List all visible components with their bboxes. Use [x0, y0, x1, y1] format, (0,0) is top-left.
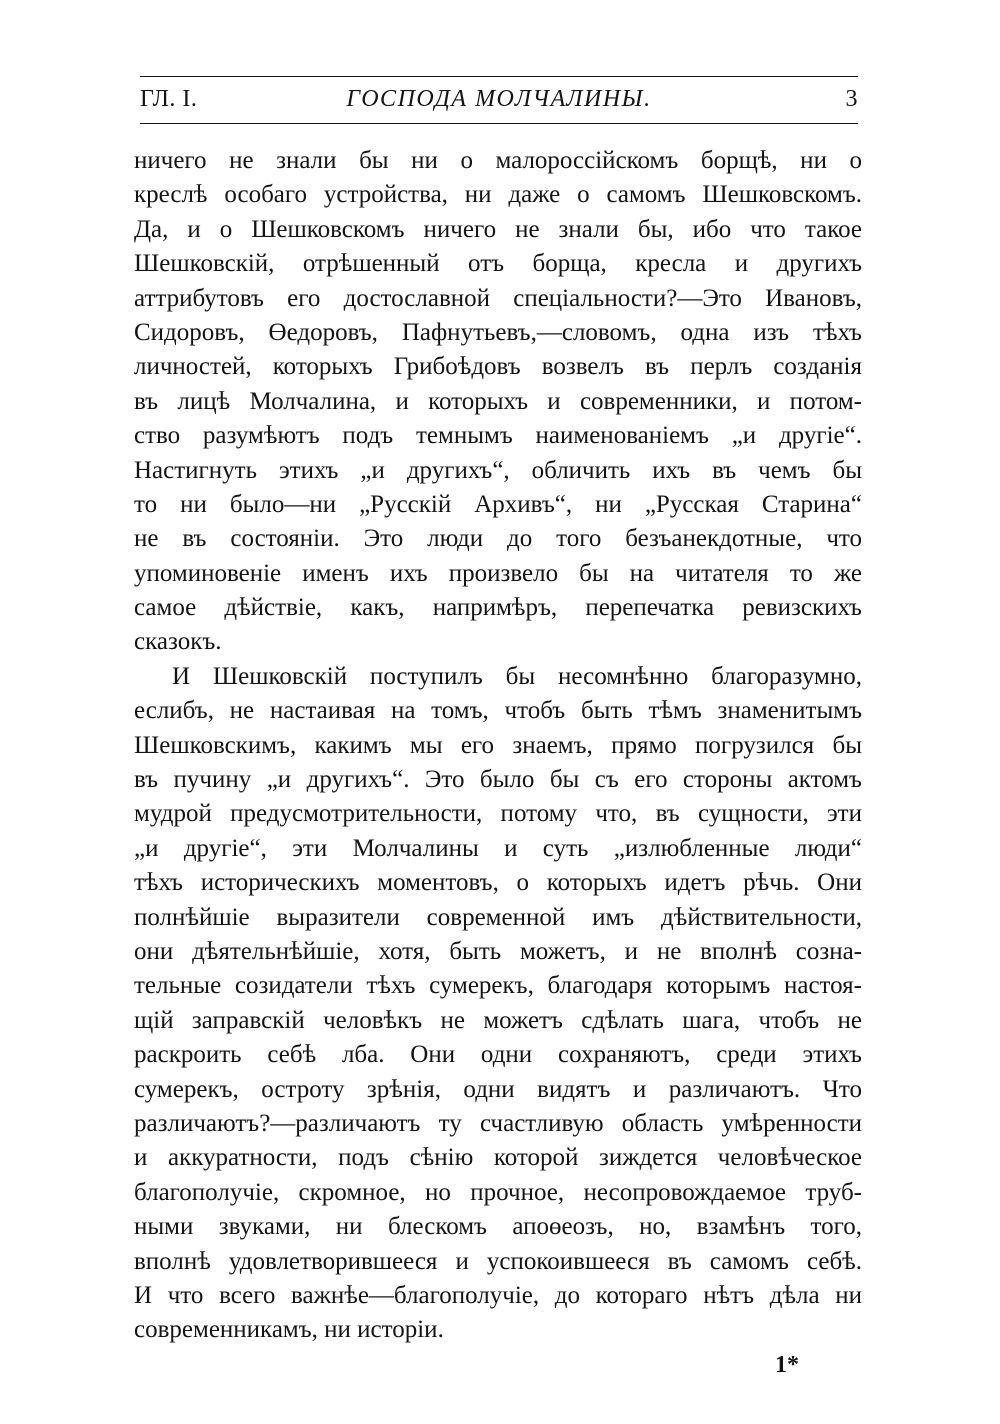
running-header	[140, 82, 858, 118]
text-line: раскроить себѣ лба. Они одни сохраняютъ, среди этихъ	[134, 1041, 862, 1069]
text-line: тельные созидатели тѣхъ сумерекъ, благодаря которымъ настоя-	[134, 972, 862, 1000]
page-number: 3	[845, 86, 858, 112]
text-line: и аккуратности, подъ сѣнію которой зиждется человѣческое	[134, 1144, 862, 1172]
text-line: ство разумѣютъ подъ темнымъ наименованіемъ „и другіе“.	[134, 422, 862, 450]
paragraph-2	[134, 660, 862, 1348]
running-title: ГОСПОДА МОЛЧАЛИНЫ.	[346, 86, 652, 112]
text-line: сказокъ.	[134, 628, 222, 656]
text-line: они дѣятельнѣйшіе, хотя, быть можетъ, и не вполнѣ созна-	[134, 937, 862, 965]
text-line: Настигнуть этихъ „и другихъ“, обличить ихъ въ чемъ бы	[134, 456, 862, 484]
paragraph-1	[134, 144, 862, 660]
text-line: въ лицѣ Молчалина, и которыхъ и современники, и потом-	[134, 387, 862, 415]
text-line: упоминовеніе именъ ихъ произвело бы на читателя то же	[134, 559, 862, 587]
header-bottom-rule	[140, 123, 858, 124]
text-line: вполнѣ удовлетворившееся и успокоившееся въ самомъ себѣ.	[134, 1247, 862, 1275]
text-line: еслибъ, не настаивая на томъ, чтобъ быть тѣмъ знаменитымъ	[134, 697, 862, 725]
text-line: И Шешковскій поступилъ бы несомнѣнно благоразумно,	[172, 662, 862, 690]
text-line: И что всего важнѣе—благополучіе, до котораго нѣтъ дѣла ни	[134, 1281, 862, 1309]
text-line: Сидоровъ, Өедоровъ, Пафнутьевъ,—словомъ, одна изъ тѣхъ	[134, 318, 862, 346]
text-line: щій заправскій человѣкъ не можетъ сдѣлать шага, чтобъ не	[134, 1006, 862, 1034]
text-line: „и другіе“, эти Молчалины и суть „излюбленные люди“	[134, 834, 862, 862]
text-line: не въ состояніи. Это люди до того безъанекдотные, что	[134, 525, 862, 553]
text-line: самое дѣйствіе, какъ, напримѣръ, перепечатка ревизскихъ	[134, 594, 862, 622]
text-line: тѣхъ историческихъ моментовъ, о которыхъ идетъ рѣчь. Они	[134, 869, 862, 897]
text-line: въ пучину „и другихъ“. Это было бы съ его стороны актомъ	[134, 766, 862, 794]
text-line: современникамъ, ни исторіи.	[134, 1316, 444, 1344]
text-line: различаютъ?—различаютъ ту счастливую область умѣренности	[134, 1109, 862, 1137]
text-line: благополучіе, скромное, но прочное, несопровождаемое труб-	[134, 1178, 862, 1206]
text-line: Шешковскій, отрѣшенный отъ борща, кресла и другихъ	[134, 250, 862, 278]
text-line: мудрой предусмотрительности, потому что, въ сущности, эти	[134, 800, 862, 828]
body-text	[134, 144, 862, 1348]
text-line: ными звуками, ни блескомъ апоөеозъ, но, взамѣнъ того,	[134, 1213, 862, 1241]
text-line: Шешковскимъ, какимъ мы его знаемъ, прямо погрузился бы	[134, 731, 862, 759]
text-line: Да, и о Шешковскомъ ничего не знали бы, ибо что такое	[134, 215, 862, 243]
text-line: полнѣйшіе выразители современной имъ дѣйствительности,	[134, 903, 862, 931]
text-line: то ни было—ни „Русскій Архивъ“, ни „Русская Старина“	[134, 490, 862, 518]
text-line: креслѣ особаго устройства, ни даже о самомъ Шешковскомъ.	[134, 181, 862, 209]
text-line: личностей, которыхъ Грибоѣдовъ возвелъ въ перлъ созданія	[134, 353, 862, 381]
signature-mark: 1*	[775, 1351, 799, 1378]
chapter-label: ГЛ. I.	[140, 86, 198, 112]
text-line: аттрибутовъ его достославной спеціальности?—Это Ивановъ,	[134, 284, 862, 312]
text-line: ничего не знали бы ни о малороссійскомъ борщѣ, ни о	[134, 147, 862, 174]
text-line: сумерекъ, остроту зрѣнія, одни видятъ и различаютъ. Что	[134, 1075, 862, 1103]
header-top-rule	[140, 76, 858, 77]
